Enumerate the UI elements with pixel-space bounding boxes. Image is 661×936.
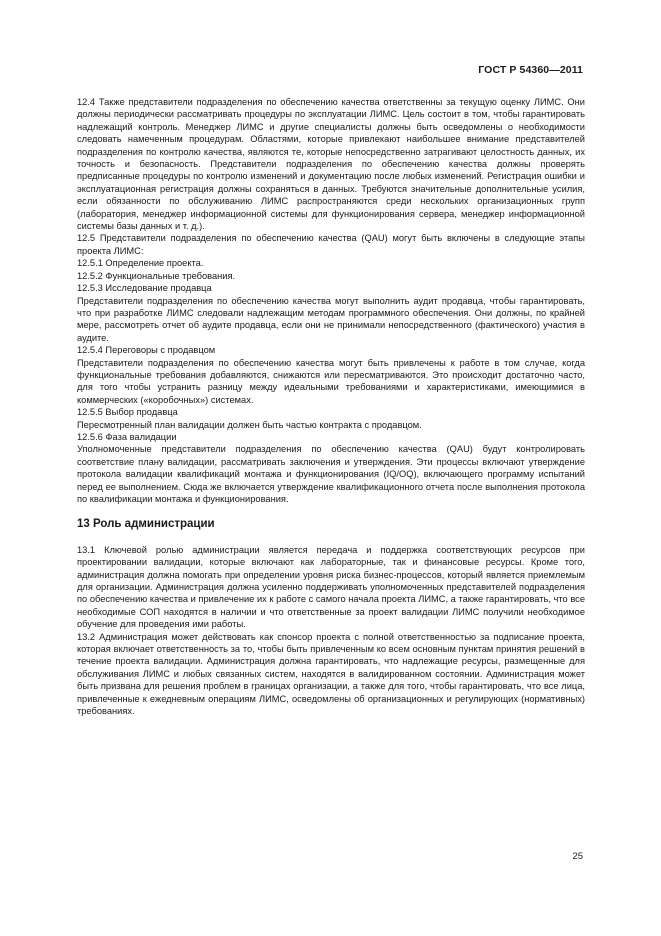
document-body	[77, 96, 585, 718]
paragraph-12-5-6: 12.5.6 Фаза валидации	[77, 431, 177, 442]
paragraph-12-4: 12.4 Также представители подразделения по обеспечению качества ответственны за текущую оценку ЛИМС. Они должны периодически рассматривать процедуры по эксплуатации ЛИМС. Цель состоит в том, чтобы гарантировать надлежащий контроль. Менеджер ЛИМС и другие специалисты должны быть осведомлены о необходимости следовать намеченным процедурам. Областями, которые привлекают наибольшее внимание представителей подразделения по контролю качества, являются те, которые непосредственно затрагивают целостность данных, их точность и безопасность. Представители подразделения по обеспечению качества должны проверять предписанные процедуры по контролю изменений и документацию после любых изменений. Регистрация ошибки и эксплуатационная регистрация должны сохраняться в данных. Требуются значительные дополнительные усилия, если обязанности по обслуживанию ЛИМС распространяются среди нескольких организационных групп (лаборатория, менеджер информационной системы для функционирования сервера, менеджер информационной системы базы данных и т. д.).	[77, 97, 585, 232]
paragraph-12-5-1: 12.5.1 Определение проекта.	[77, 258, 204, 269]
paragraph-12-5-5: 12.5.5 Выбор продавца	[77, 407, 178, 418]
paragraph-13-2: 13.2 Администрация может действовать как спонсор проекта с полной ответственностью за подписание проекта, которая включает ответственность за то, чтобы быть привлеченным ко всем основным пунктам принятия решений в течение проекта валидации. Администрация должна гарантировать, что надлежащие ресурсы, размещенные для обслуживания ЛИМС и любых связанных систем, находятся в валидированном состоянии. Администрация может быть призвана для решения проблем в границах организации, а также для того, чтобы гарантировать, что все лица, привлеченные к ежедневным операциям ЛИМС, осведомлены об организационных и регулирующих (нормативных) требованиях.	[77, 631, 585, 717]
paragraph-vendor-negotiation: Представители подразделения по обеспечению качества могут быть привлечены к работе в том случае, когда функциональные требования добавляются, снижаются или пересматриваются. Это происходит достаточно часто, для того чтобы устранить разницу между идеальными требованиями и характеристиками, имеющимися в коммерческих («коробочных») системах.	[77, 357, 585, 405]
paragraph-12-5: 12.5 Представители подразделения по обеспечению качества (QAU) могут быть включены в следующие этапы проекта ЛИМС:	[77, 233, 585, 256]
paragraph-vendor-contract: Пересмотренный план валидации должен быть частью контракта с продавцом.	[77, 419, 422, 430]
section-heading-13: 13 Роль администрации	[77, 518, 215, 531]
paragraph-12-5-3: 12.5.3 Исследование продавца	[77, 283, 212, 294]
paragraph-validation-phase: Уполномоченные представители подразделения по обеспечению качества (QAU) будут контролировать соответствие плану валидации, рассматривать заключения и утверждения. Эти процессы включают утверждение протокола валидации квалификаций монтажа и функционирования (IQ/OQ), включающего программу испытаний перед ее выполнением. Сюда же включается утверждение квалификационного отчета после выполнения протокола по квалификации монтажа и функционирования.	[77, 444, 585, 504]
document-code: ГОСТ Р 54360—2011	[478, 64, 583, 76]
paragraph-vendor-audit: Представители подразделения по обеспечению качества могут выполнить аудит продавца, чтобы гарантировать, что при разработке ЛИМС следовали надлежащим методам программного обеспечения. Они должны, по крайней мере, рассмотреть отчет об аудите продавца, если они не принимали непосредственного (фактического) участия в аудите.	[77, 295, 585, 343]
paragraph-12-5-2: 12.5.2 Функциональные требования.	[77, 270, 236, 281]
page-number: 25	[572, 851, 583, 862]
paragraph-13-1: 13.1 Ключевой ролью администрации является передача и поддержка соответствующих ресурсов при проектировании валидации, которые включают как лабораторные, так и финансовые ресурсы. Кроме того, администрация должна помогать при определении уровня риска бизнес-процессов, который является приемлемым для организации. Администрация должна усиленно поддерживать уполномоченных представителей подразделения по обеспечению качества и привлечение их к работе с самого начала проекта ЛИМС, а также гарантировать, что все необходимые СОП находятся в наличии и что ответственные за проект валидации ЛИМС получили необходимое обучение для проведения ими работы.	[77, 544, 585, 630]
paragraph-12-5-4: 12.5.4 Переговоры с продавцом	[77, 345, 216, 356]
